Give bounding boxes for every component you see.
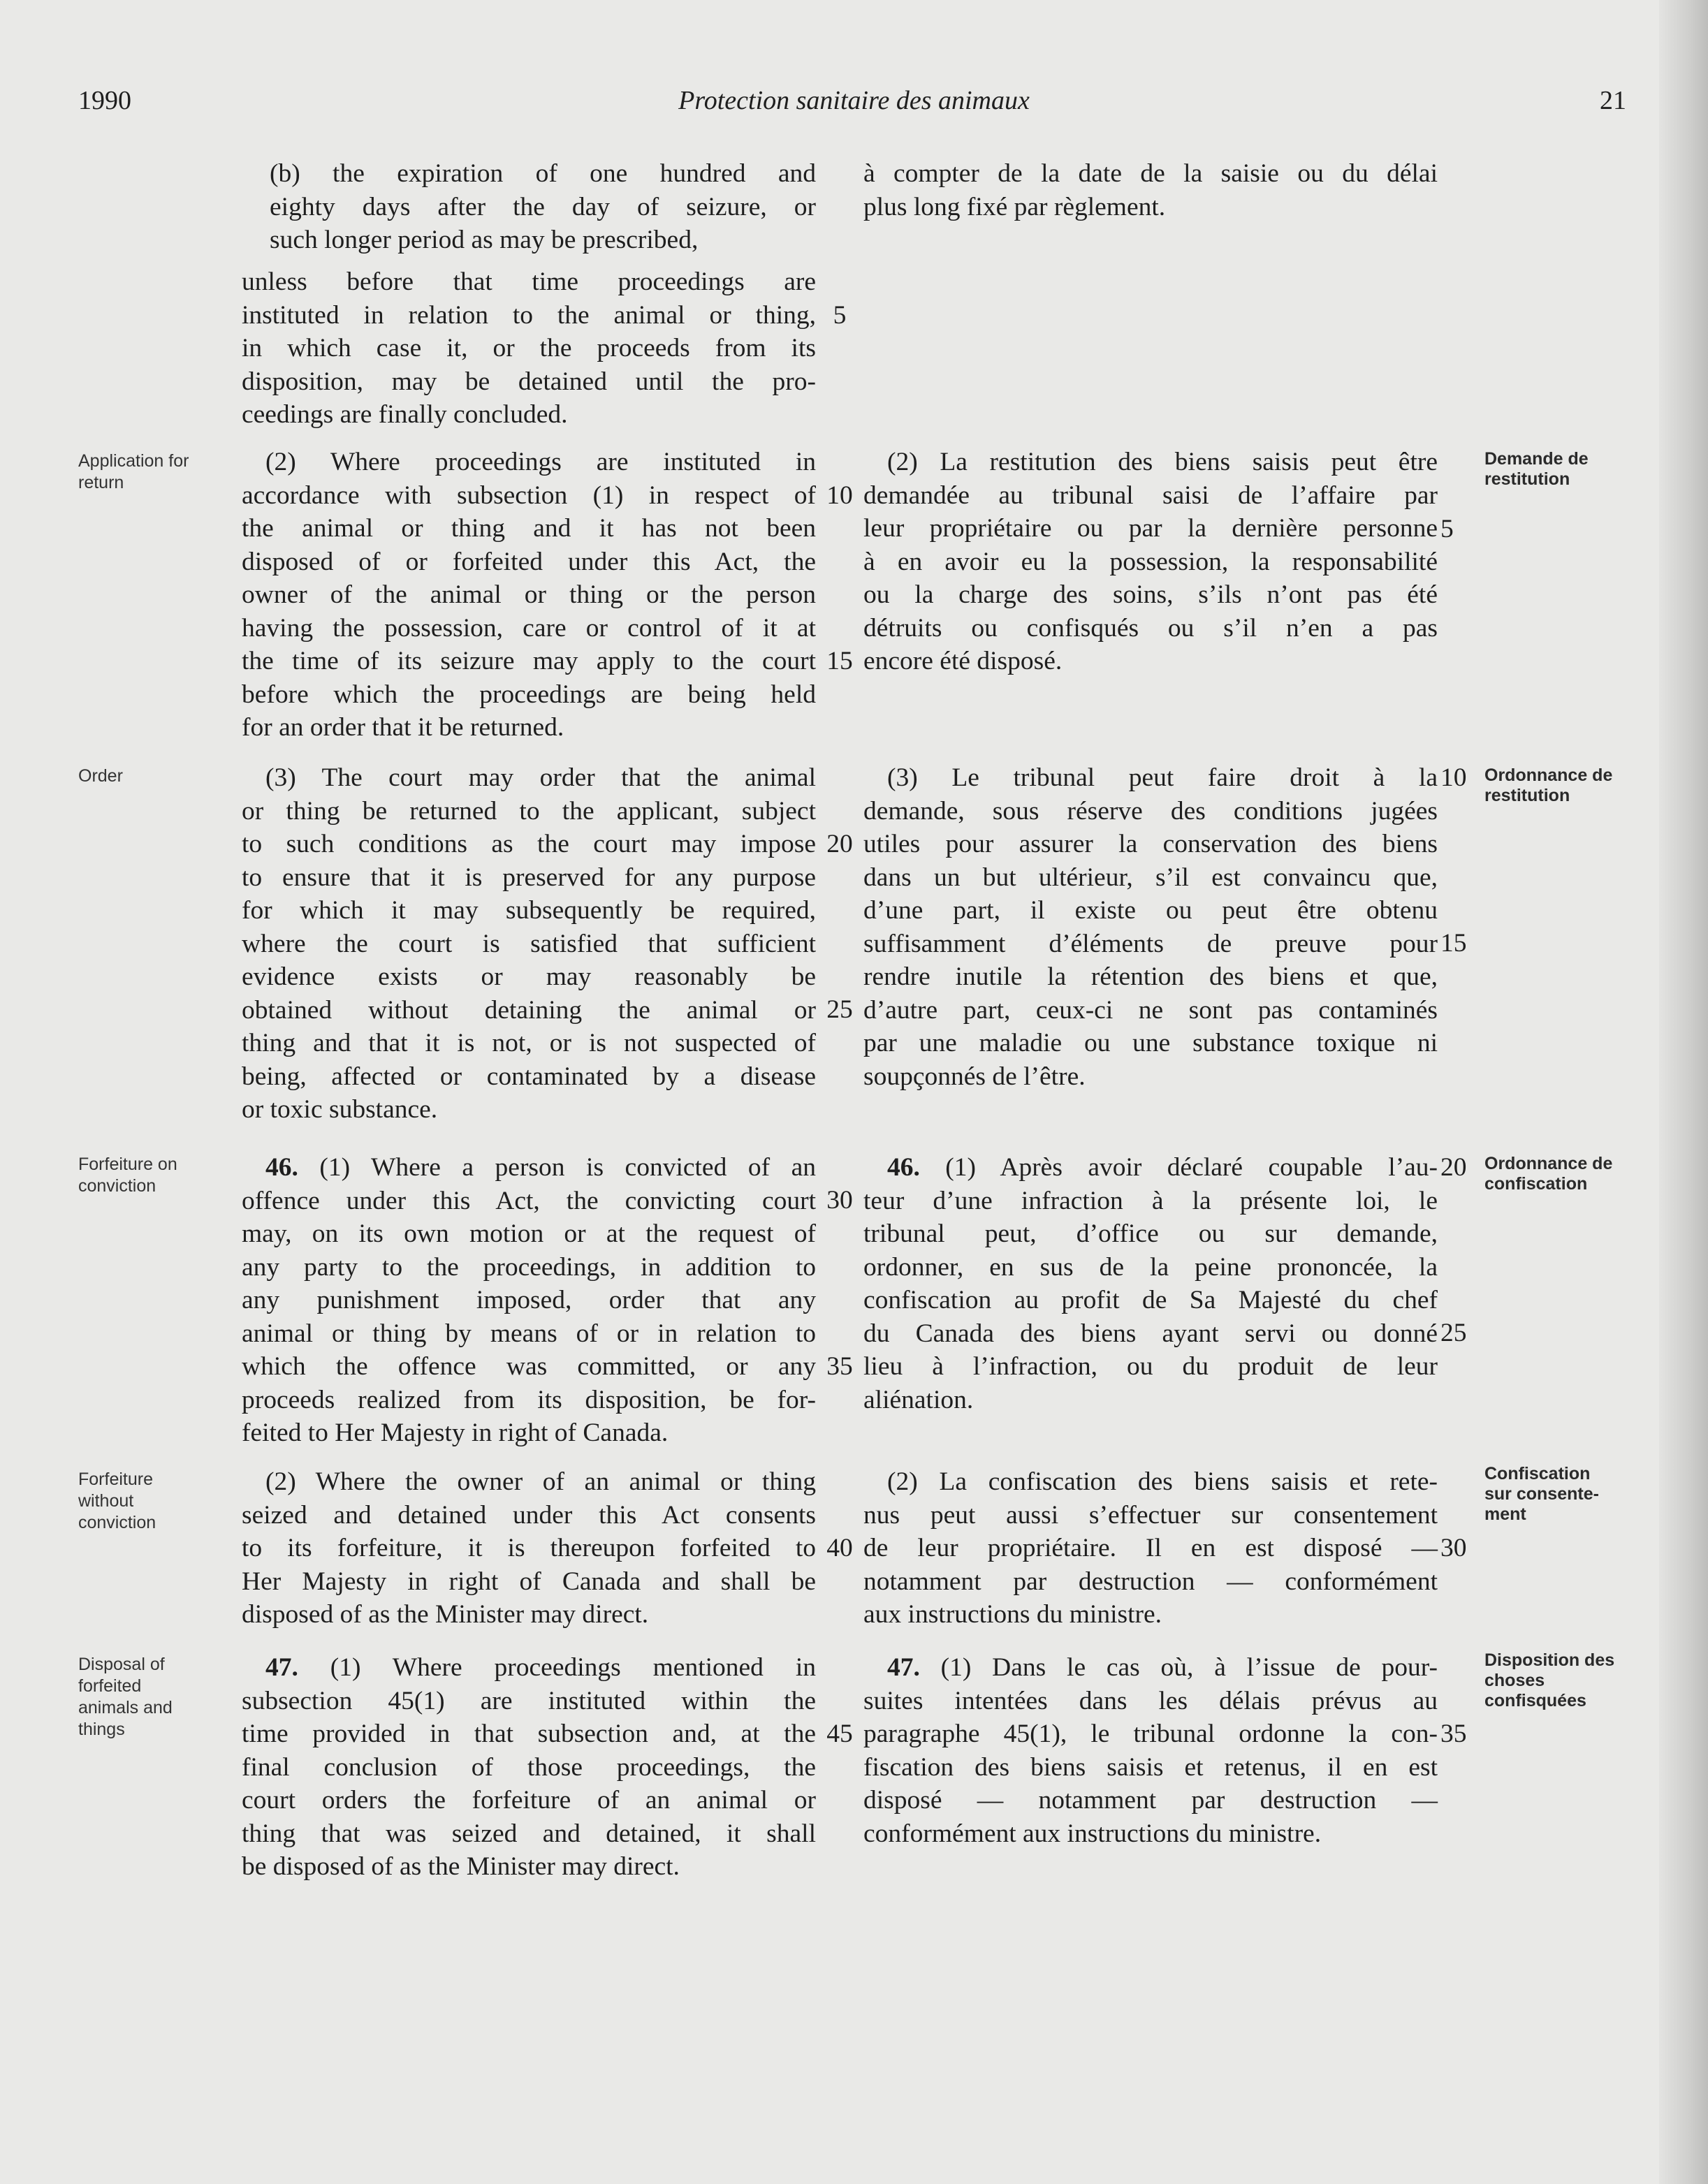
line: d’autre part, ceux-ci ne sont pas contaminés xyxy=(863,995,1438,1025)
line: be disposed of as the Minister may direct. xyxy=(242,1852,680,1881)
line: to such conditions as the court may impose xyxy=(242,830,816,858)
line: to its forfeiture, it is thereupon forfeited to xyxy=(242,1534,816,1562)
line-text: (1) Dans le cas où, à l’issue de pour- xyxy=(940,1653,1438,1682)
line: fiscation des biens saisis et retenus, il en est xyxy=(863,1752,1438,1782)
line: disposition, may be detained until the pro- xyxy=(242,367,816,396)
line: unless before that time proceedings are xyxy=(242,267,816,296)
english-s47-1 xyxy=(242,1651,816,1884)
line: tribunal peut, d’office ou sur demande, xyxy=(863,1219,1438,1248)
line-number-en: 30 xyxy=(826,1186,853,1215)
line: nus peut aussi s’effectuer sur consentement xyxy=(863,1500,1438,1530)
line xyxy=(242,1151,816,1185)
section-number: 46. xyxy=(887,1153,920,1182)
english-s45-3 xyxy=(242,761,816,1127)
header-year: 1990 xyxy=(78,86,131,115)
line: in which case it, or the proceeds from its xyxy=(242,334,816,362)
line: time provided in that subsection and, at the xyxy=(242,1720,816,1748)
line: obtained without detaining the animal or xyxy=(242,995,816,1025)
line: à compter de la date de la saisie ou du délai xyxy=(863,159,1438,188)
french-s45-3 xyxy=(863,761,1438,1093)
line-number-fr: 10 xyxy=(1440,763,1467,792)
margin-note-demande-de-restitution: Demande de restitution xyxy=(1484,449,1589,489)
line: demandée au tribunal saisi de l’affaire par xyxy=(863,481,1438,510)
line: the time of its seizure may apply to the court xyxy=(242,647,816,675)
french-s47-1 xyxy=(863,1651,1438,1850)
margin-note-order: Order xyxy=(78,766,123,786)
line: suffisamment d’éléments de preuve pour xyxy=(863,929,1438,958)
line: aux instructions du ministre. xyxy=(863,1600,1162,1629)
line: du Canada des biens ayant servi ou donné xyxy=(863,1319,1438,1348)
paragraph xyxy=(242,1465,816,1632)
line: à en avoir eu la possession, la responsabilité xyxy=(863,547,1438,576)
line: (2) La confiscation des biens saisis et rete- xyxy=(887,1467,1438,1496)
line: de leur propriétaire. Il en est disposé — xyxy=(863,1534,1438,1562)
line: seized and detained under this Act consents xyxy=(242,1500,816,1530)
margin-note-disposition-des-choses: Disposition des choses confisquées xyxy=(1484,1650,1615,1710)
line: or toxic substance. xyxy=(242,1095,438,1124)
line: Her Majesty in right of Canada and shall be xyxy=(242,1567,816,1596)
line: having the possession, care or control of it at xyxy=(242,613,816,643)
french-s45-2 xyxy=(863,446,1438,678)
line-number-en: 5 xyxy=(833,301,847,330)
line xyxy=(863,1651,1438,1685)
line: which the offence was committed, or any xyxy=(242,1352,816,1381)
line: to ensure that it is preserved for any purpose xyxy=(242,863,816,892)
margin-note-forfeiture-without-conviction: Forfeiture without conviction xyxy=(78,1470,156,1532)
paragraph xyxy=(863,1151,1438,1416)
line: suites intentées dans les délais prévus au xyxy=(863,1686,1438,1715)
line-number-fr: 25 xyxy=(1440,1319,1467,1347)
line: thing and that it is not, or is not suspected of xyxy=(242,1029,816,1057)
line-number-fr: 35 xyxy=(1440,1720,1467,1748)
line-text: (1) Après avoir déclaré coupable l’au- xyxy=(945,1153,1438,1182)
line: ou la charge des soins, s’ils n’ont pas été xyxy=(863,580,1438,609)
line: soupçonnés de l’être. xyxy=(863,1062,1086,1091)
paragraph xyxy=(242,1651,816,1884)
english-s46-2 xyxy=(242,1465,816,1632)
paragraph xyxy=(242,1151,816,1450)
line: dans un but ultérieur, s’il est convaincu que, xyxy=(863,863,1438,892)
line: court orders the forfeiture of an animal or xyxy=(242,1786,816,1815)
line: disposed of as the Minister may direct. xyxy=(242,1600,649,1629)
line: plus long fixé par règlement. xyxy=(863,192,1166,221)
line: notamment par destruction — conformément xyxy=(863,1567,1438,1596)
line-number-en: 35 xyxy=(826,1352,853,1381)
english-s46-1 xyxy=(242,1151,816,1450)
line: for an order that it be returned. xyxy=(242,713,564,742)
french-s46-1 xyxy=(863,1151,1438,1416)
line: ordonner, en sus de la peine prononcée, la xyxy=(863,1252,1438,1282)
english-b-clause xyxy=(242,157,816,257)
margin-note-forfeiture-on-conviction: Forfeiture on conviction xyxy=(78,1155,177,1196)
line: disposed of or forfeited under this Act, the xyxy=(242,547,816,576)
line: (2) La restitution des biens saisis peut être xyxy=(887,448,1438,476)
line: accordance with subsection (1) in respect of xyxy=(242,481,816,510)
line: being, affected or contaminated by a disease xyxy=(242,1062,816,1091)
line: such longer period as may be prescribed, xyxy=(270,226,699,254)
line: conformément aux instructions du ministre. xyxy=(863,1819,1322,1848)
line-text: (1) Where a person is convicted of an xyxy=(319,1153,816,1182)
line: teur d’une infraction à la présente loi, le xyxy=(863,1186,1438,1215)
paragraph xyxy=(863,761,1438,1093)
line-number-fr: 5 xyxy=(1440,515,1454,543)
line xyxy=(863,1151,1438,1185)
paragraph xyxy=(242,265,816,432)
line-number-fr: 15 xyxy=(1440,929,1467,958)
french-b-tail xyxy=(863,157,1438,223)
margin-note-application-for-return: Application for return xyxy=(78,451,189,492)
line-number-fr: 30 xyxy=(1440,1534,1467,1562)
line-number-en: 25 xyxy=(826,995,853,1024)
paragraph xyxy=(863,1651,1438,1850)
page-edge-shadow xyxy=(1659,0,1708,2184)
line xyxy=(242,1651,816,1685)
line-number-fr: 20 xyxy=(1440,1153,1467,1182)
line-text: (1) Where proceedings mentioned in xyxy=(330,1653,816,1682)
paragraph xyxy=(242,446,816,745)
line: final conclusion of those proceedings, the xyxy=(242,1752,816,1782)
line: proceeds realized from its disposition, be for- xyxy=(242,1385,816,1414)
margin-note-ordonnance-de-restitution: Ordonnance de restitution xyxy=(1484,765,1613,805)
margin-note-disposal-of-forfeited: Disposal of forfeited animals and things xyxy=(78,1655,173,1739)
line: lieu à l’infraction, ou du produit de leur xyxy=(863,1352,1438,1381)
line: offence under this Act, the convicting court xyxy=(242,1186,816,1215)
line: for which it may subsequently be required, xyxy=(242,896,816,925)
line-number-en: 40 xyxy=(826,1534,853,1562)
line: aliénation. xyxy=(863,1385,974,1414)
line: the animal or thing and it has not been xyxy=(242,514,816,543)
line: (2) Where the owner of an animal or thing xyxy=(265,1467,816,1496)
line: any punishment imposed, order that any xyxy=(242,1286,816,1314)
margin-note-ordonnance-de-confiscation: Ordonnance de confiscation xyxy=(1484,1154,1613,1194)
section-number: 46. xyxy=(265,1153,298,1182)
line: par une maladie ou une substance toxique ni xyxy=(863,1029,1438,1057)
english-b-tail xyxy=(242,265,816,432)
line: owner of the animal or thing or the person xyxy=(242,580,816,609)
line: or thing be returned to the applicant, subject xyxy=(242,796,816,826)
line: evidence exists or may reasonably be xyxy=(242,962,816,991)
section-number: 47. xyxy=(887,1653,920,1682)
line: any party to the proceedings, in addition to xyxy=(242,1252,816,1282)
line-number-en: 20 xyxy=(826,830,853,858)
line: animal or thing by means of or in relation to xyxy=(242,1319,816,1348)
english-s45-2 xyxy=(242,446,816,745)
line: subsection 45(1) are instituted within the xyxy=(242,1686,816,1715)
line-number-en: 15 xyxy=(826,647,853,675)
line: (3) The court may order that the animal xyxy=(265,763,816,792)
line: utiles pour assurer la conservation des biens xyxy=(863,830,1438,858)
line: before which the proceedings are being held xyxy=(242,680,816,709)
line: eighty days after the day of seizure, or xyxy=(270,192,816,221)
page-number: 21 xyxy=(1600,86,1626,115)
line: d’une part, il existe ou peut être obtenu xyxy=(863,896,1438,925)
line: (3) Le tribunal peut faire droit à la xyxy=(887,763,1438,792)
line: confiscation au profit de Sa Majesté du chef xyxy=(863,1286,1438,1314)
paragraph xyxy=(863,157,1438,223)
margin-note-confiscation-sur-consentement: Confiscation sur consente- ment xyxy=(1484,1464,1599,1524)
french-s46-2 xyxy=(863,1465,1438,1632)
line: demande, sous réserve des conditions jugées xyxy=(863,796,1438,826)
line-number-en: 10 xyxy=(826,481,853,510)
line: where the court is satisfied that sufficient xyxy=(242,929,816,958)
line: leur propriétaire ou par la dernière personne xyxy=(863,514,1438,543)
line: rendre inutile la rétention des biens et que, xyxy=(863,962,1438,991)
line: (2) Where proceedings are instituted in xyxy=(265,448,816,476)
paragraph xyxy=(863,1465,1438,1632)
paragraph xyxy=(242,157,816,257)
section-number: 47. xyxy=(265,1653,298,1682)
line: ceedings are finally concluded. xyxy=(242,400,568,429)
line: détruits ou confisqués ou s’il n’en a pas xyxy=(863,613,1438,643)
paragraph xyxy=(863,446,1438,678)
line: thing that was seized and detained, it shall xyxy=(242,1819,816,1848)
line: paragraphe 45(1), le tribunal ordonne la con- xyxy=(863,1720,1438,1748)
line: feited to Her Majesty in right of Canada. xyxy=(242,1419,669,1447)
paragraph xyxy=(242,761,816,1127)
line: may, on its own motion or at the request of xyxy=(242,1219,816,1248)
line: (b) the expiration of one hundred and xyxy=(270,159,816,188)
line-number-en: 45 xyxy=(826,1720,853,1748)
header-title: Protection sanitaire des animaux xyxy=(678,86,1030,115)
line: instituted in relation to the animal or thing, xyxy=(242,300,816,330)
line: encore été disposé. xyxy=(863,647,1063,675)
line: disposé — notamment par destruction — xyxy=(863,1786,1438,1815)
